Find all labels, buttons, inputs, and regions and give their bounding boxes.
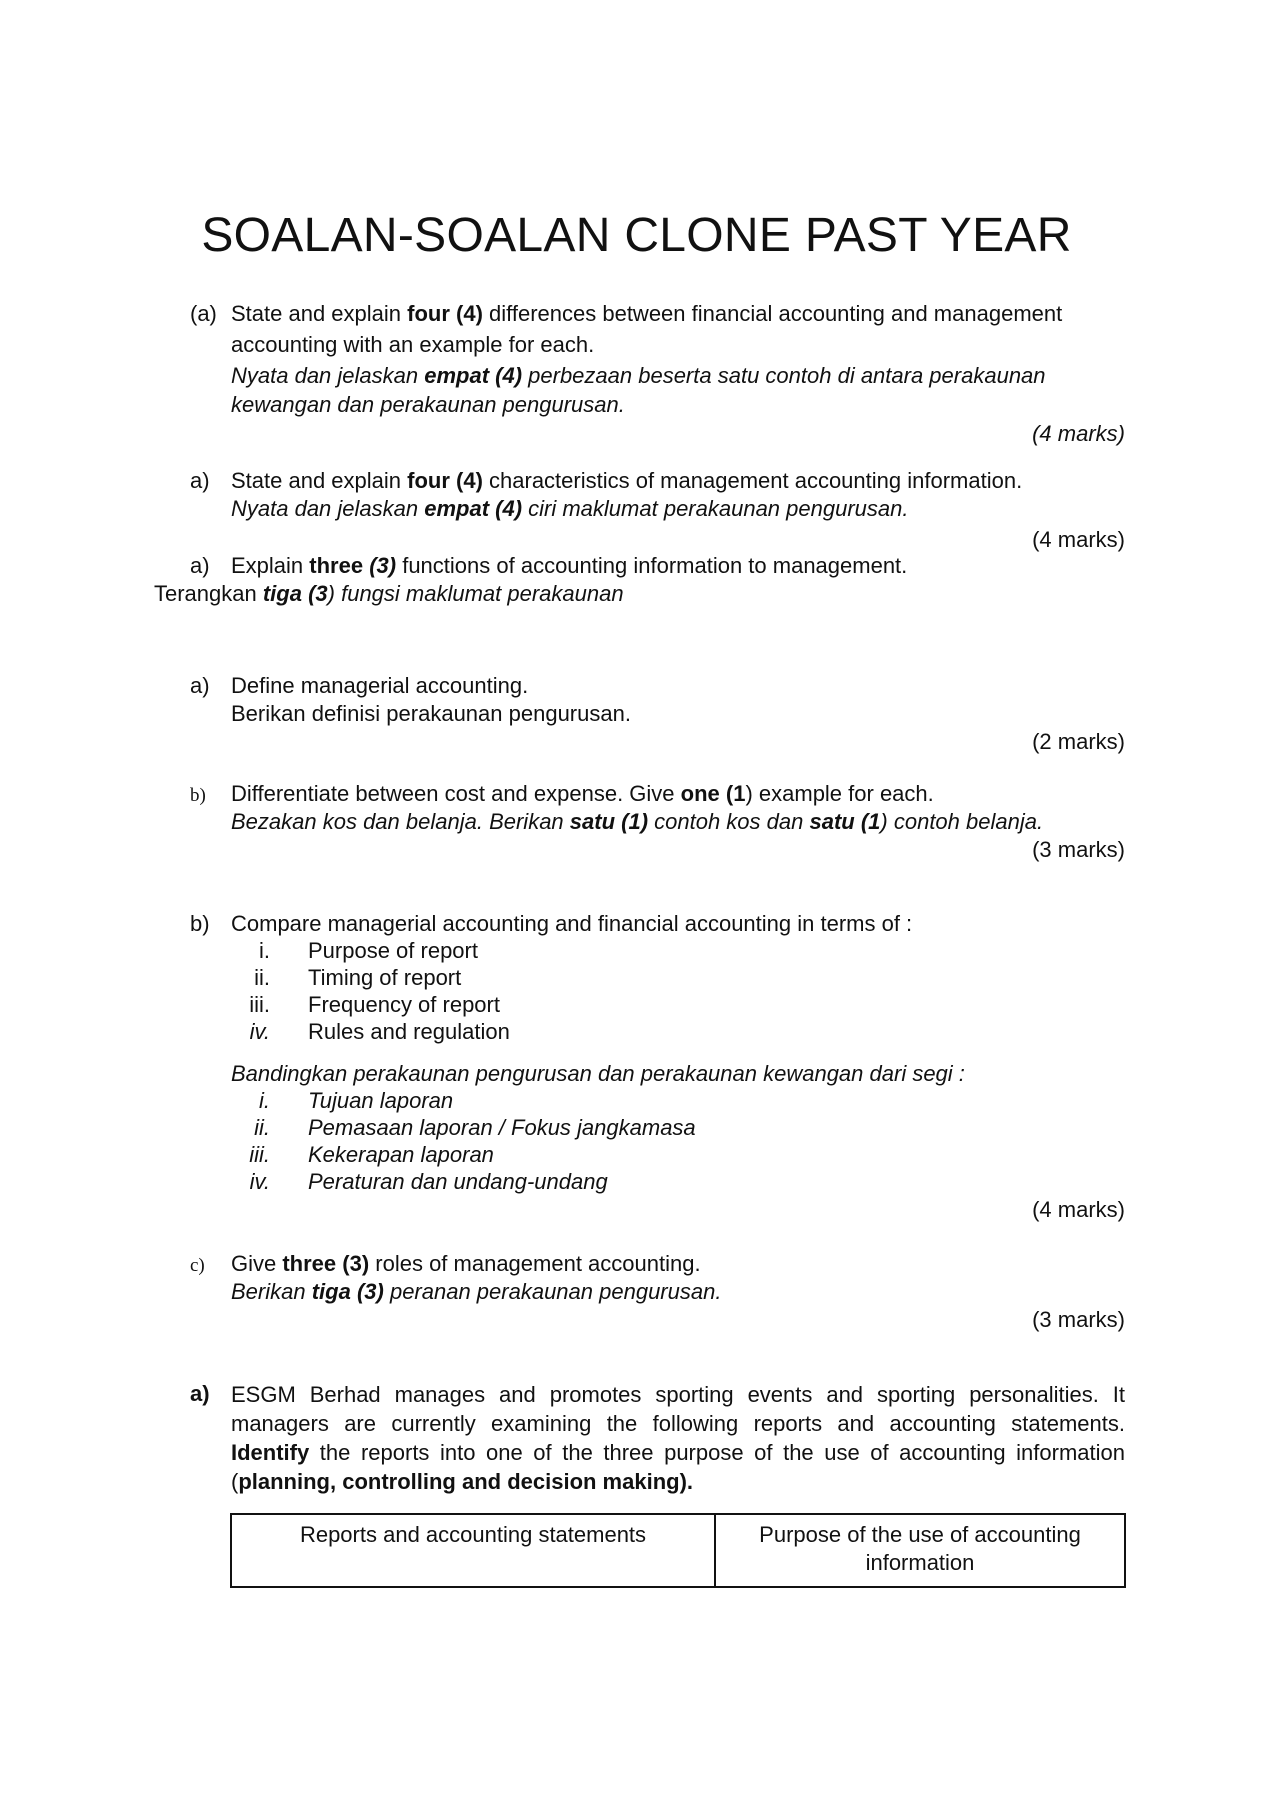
list-item: Timing of report [308, 965, 462, 990]
question-text-en: State and explain four (4) characteristics of management accounting information. [231, 468, 1023, 493]
list-item-number: i. [259, 1088, 270, 1113]
question-text-en: Define managerial accounting. [231, 673, 529, 698]
question-label: (a) [190, 301, 217, 326]
page-title: SOALAN-SOALAN CLONE PAST YEAR [201, 209, 1072, 262]
list-item: Frequency of report [308, 992, 500, 1017]
question-text-en: Give three (3) roles of management accounting. [231, 1251, 701, 1276]
list-item: Kekerapan laporan [308, 1142, 494, 1167]
question-text-en-cont: accounting with an example for each. [231, 332, 595, 357]
question-text-en: Differentiate between cost and expense. Give one (1) example for each. [231, 781, 934, 806]
question-text-ms: Nyata dan jelaskan empat (4) ciri maklumat perakaunan pengurusan. [231, 496, 909, 521]
marks-label: (2 marks) [1032, 729, 1125, 754]
question-label: a) [190, 673, 210, 698]
table-header-purpose: Purpose of the use of accounting information [759, 1522, 1081, 1575]
list-item-number: iii. [249, 1142, 270, 1167]
question-text-ms-cont: kewangan dan perakaunan pengurusan. [231, 392, 625, 417]
marks-label: (3 marks) [1032, 837, 1125, 862]
question-text-en: Explain three (3) functions of accounting information to management. [231, 553, 908, 578]
question-text-ms: Bandingkan perakaunan pengurusan dan perakaunan kewangan dari segi : [231, 1061, 965, 1086]
marks-label: (3 marks) [1032, 1307, 1125, 1332]
question-text-ms: Berikan tiga (3) peranan perakaunan pengurusan. [231, 1279, 722, 1304]
list-item-number: i. [259, 938, 270, 963]
question-label: b) [190, 911, 210, 936]
table-header-reports: Reports and accounting statements [232, 1515, 716, 1586]
list-item-number: iii. [249, 992, 270, 1017]
list-item-number: ii. [254, 1115, 270, 1140]
list-item: Peraturan dan undang-undang [308, 1169, 608, 1194]
marks-label: (4 marks) [1032, 421, 1125, 446]
list-item: Purpose of report [308, 938, 478, 963]
list-item-number: iv. [249, 1019, 270, 1044]
question-text-ms: Terangkan tiga (3) fungsi maklumat perakaunan [154, 581, 624, 606]
question-label: a) [190, 553, 210, 578]
question-text-ms: Bezakan kos dan belanja. Berikan satu (1) contoh kos dan satu (1) contoh belanja. [231, 809, 1044, 834]
question-text-ms: Nyata dan jelaskan empat (4) perbezaan beserta satu contoh di antara perakaunan [231, 363, 1046, 388]
list-item: Pemasaan laporan / Fokus jangkamasa [308, 1115, 696, 1140]
question-label: a) [190, 468, 210, 493]
list-item-number: ii. [254, 965, 270, 990]
question-paragraph: ESGM Berhad manages and promotes sporting events and sporting personalities. It managers are currently examining the following reports and accounting statements. Identify the reports into one of the three purpose of the use of accounting information (planning, controlling and decision making). [231, 1382, 1125, 1494]
list-item: Tujuan laporan [308, 1088, 454, 1113]
question-label: c) [190, 1255, 205, 1276]
question-text-en: Compare managerial accounting and financial accounting in terms of : [231, 911, 913, 936]
list-item: Rules and regulation [308, 1019, 510, 1044]
question-text-ms: Berikan definisi perakaunan pengurusan. [231, 701, 631, 726]
list-item-number: iv. [249, 1169, 270, 1194]
question-label: a) [190, 1381, 210, 1406]
marks-label: (4 marks) [1032, 1197, 1125, 1222]
answer-table [230, 1513, 1126, 1588]
question-label: b) [190, 785, 206, 806]
marks-label: (4 marks) [1032, 527, 1125, 552]
question-text-en: State and explain four (4) differences between financial accounting and management [231, 301, 1063, 326]
